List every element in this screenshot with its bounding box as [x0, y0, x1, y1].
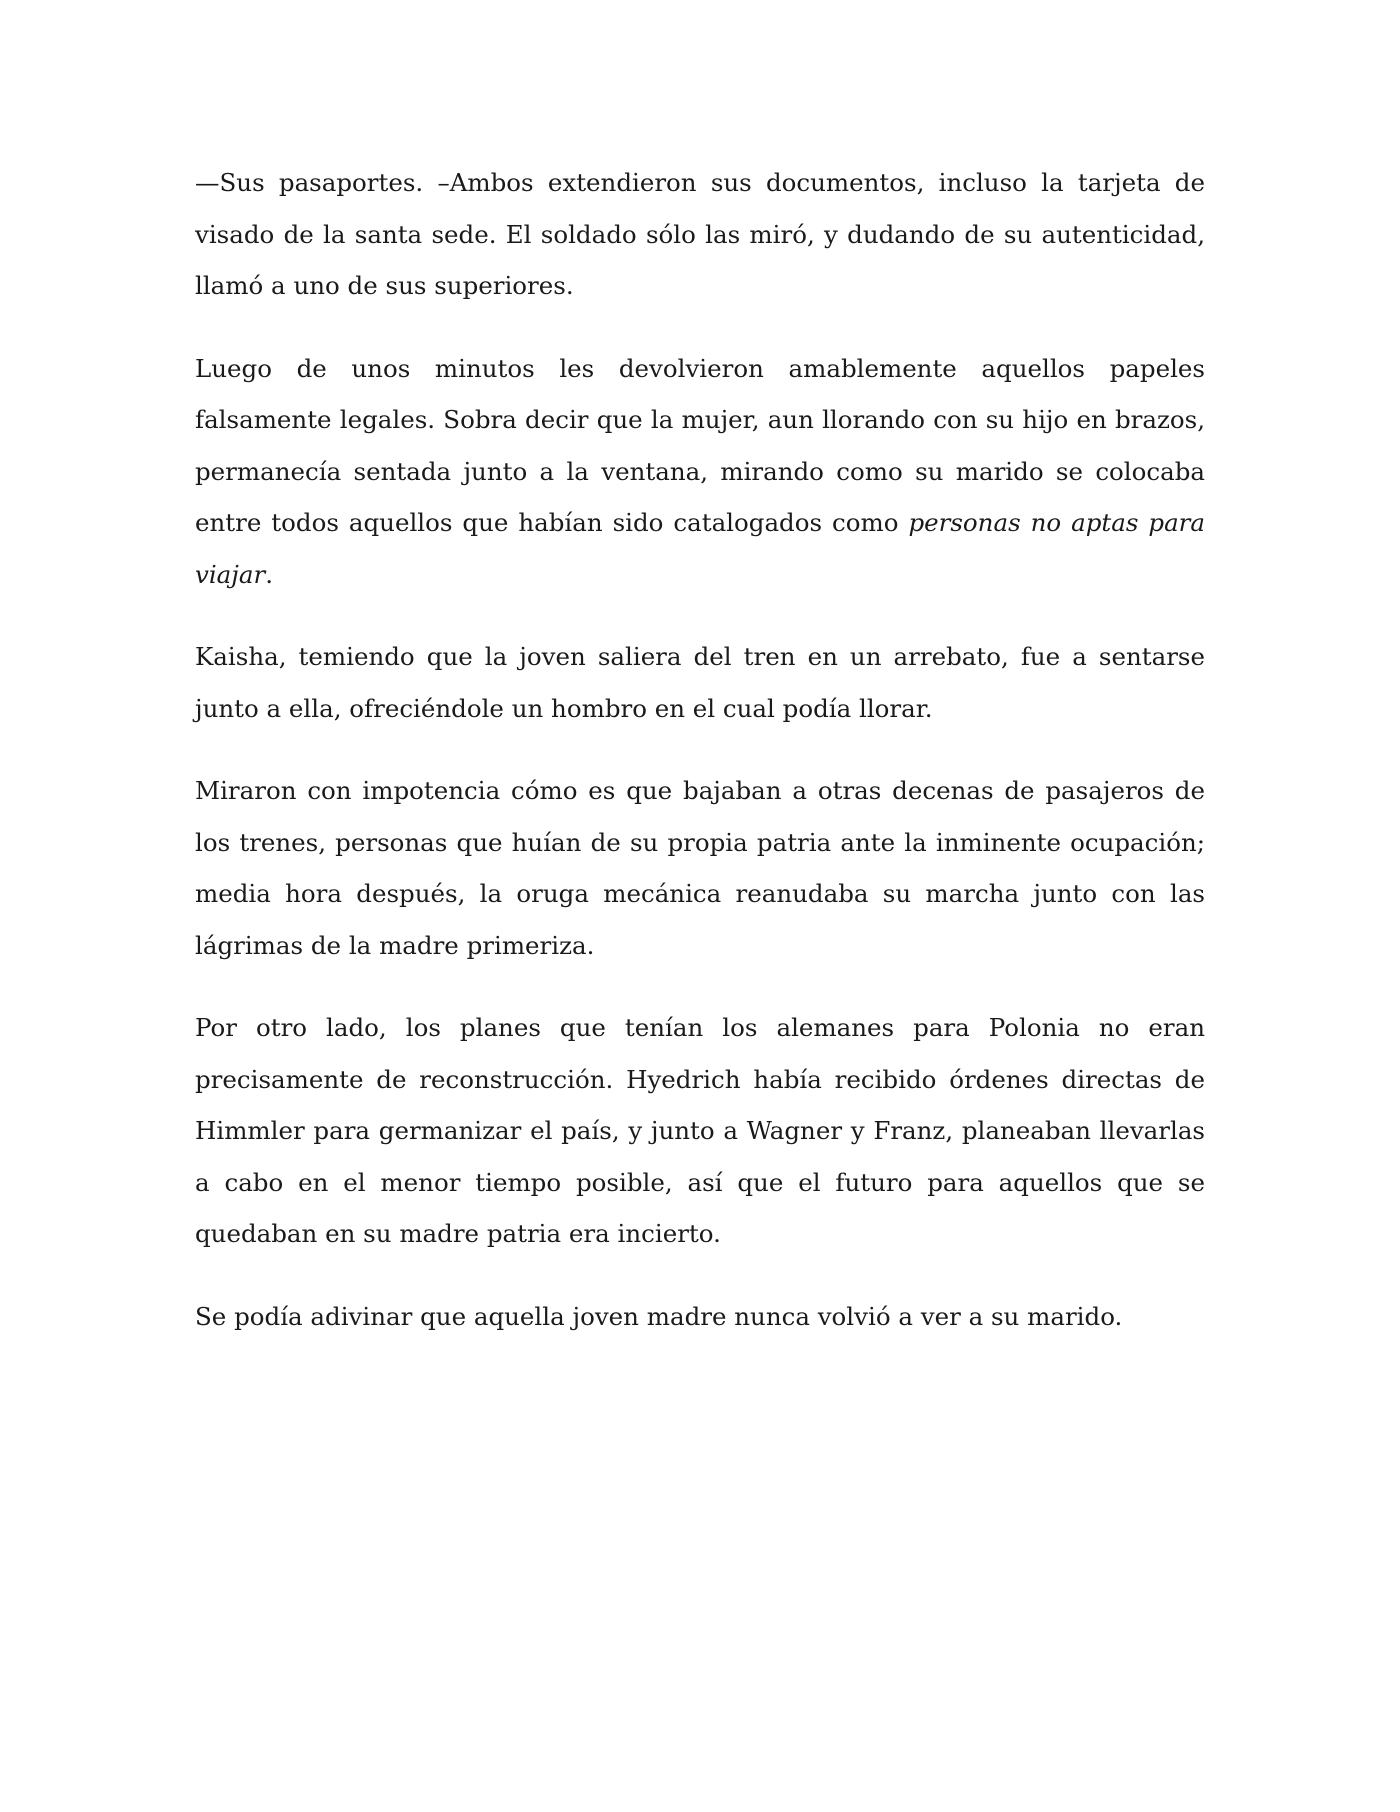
paragraph-closing: Se podía adivinar que aquella joven madre nunca volvió a ver a su marido.: [195, 1301, 1123, 1331]
paragraph-papers-returned-end: .: [265, 559, 273, 589]
paragraph-papers-returned-text: Luego de unos minutos les devolvieron amablemente aquellos papeles falsamente legales. Sobra decir que la mujer, aun llorando con su hijo en brazos, permanecía sentada junto a la ventana, mirando como su marido se colocaba entre todos aquellos que habían sido catalogados como: [195, 353, 1205, 537]
paragraph-passengers: Miraron con impotencia cómo es que bajaban a otras decenas de pasajeros de los trenes, personas que huían de su propia patria ante la inminente ocupación; media hora después, la oruga mecánica reanudaba su marcha junto con las lágrimas de la madre primeriza.: [195, 776, 1205, 960]
paragraph-german-plans: Por otro lado, los planes que tenían los alemanes para Polonia no eran precisamente de reconstrucción. Hyedrich había recibido órdenes directas de Himmler para germanizar el país, y junto a Wagner y Franz, planeaban llevarlas a cabo en el menor tiempo posible, así que el futuro para aquellos que se quedaban en su madre patria era incierto.: [195, 1013, 1205, 1248]
paragraph-passports: —Sus pasaportes. –Ambos extendieron sus documentos, incluso la tarjeta de visado de la santa sede. El soldado sólo las miró, y dudando de su autenticidad, llamó a uno de sus superiores.: [195, 168, 1205, 300]
document-body: [195, 157, 1205, 1342]
paragraph-kaisha: Kaisha, temiendo que la joven saliera del tren en un arrebato, fue a sentarse junto a ella, ofreciéndole un hombro en el cual podía llorar.: [195, 642, 1205, 723]
italic-phrase: personas no aptas para viajar: [195, 508, 1206, 589]
paragraph-papers-returned: [195, 343, 1205, 601]
